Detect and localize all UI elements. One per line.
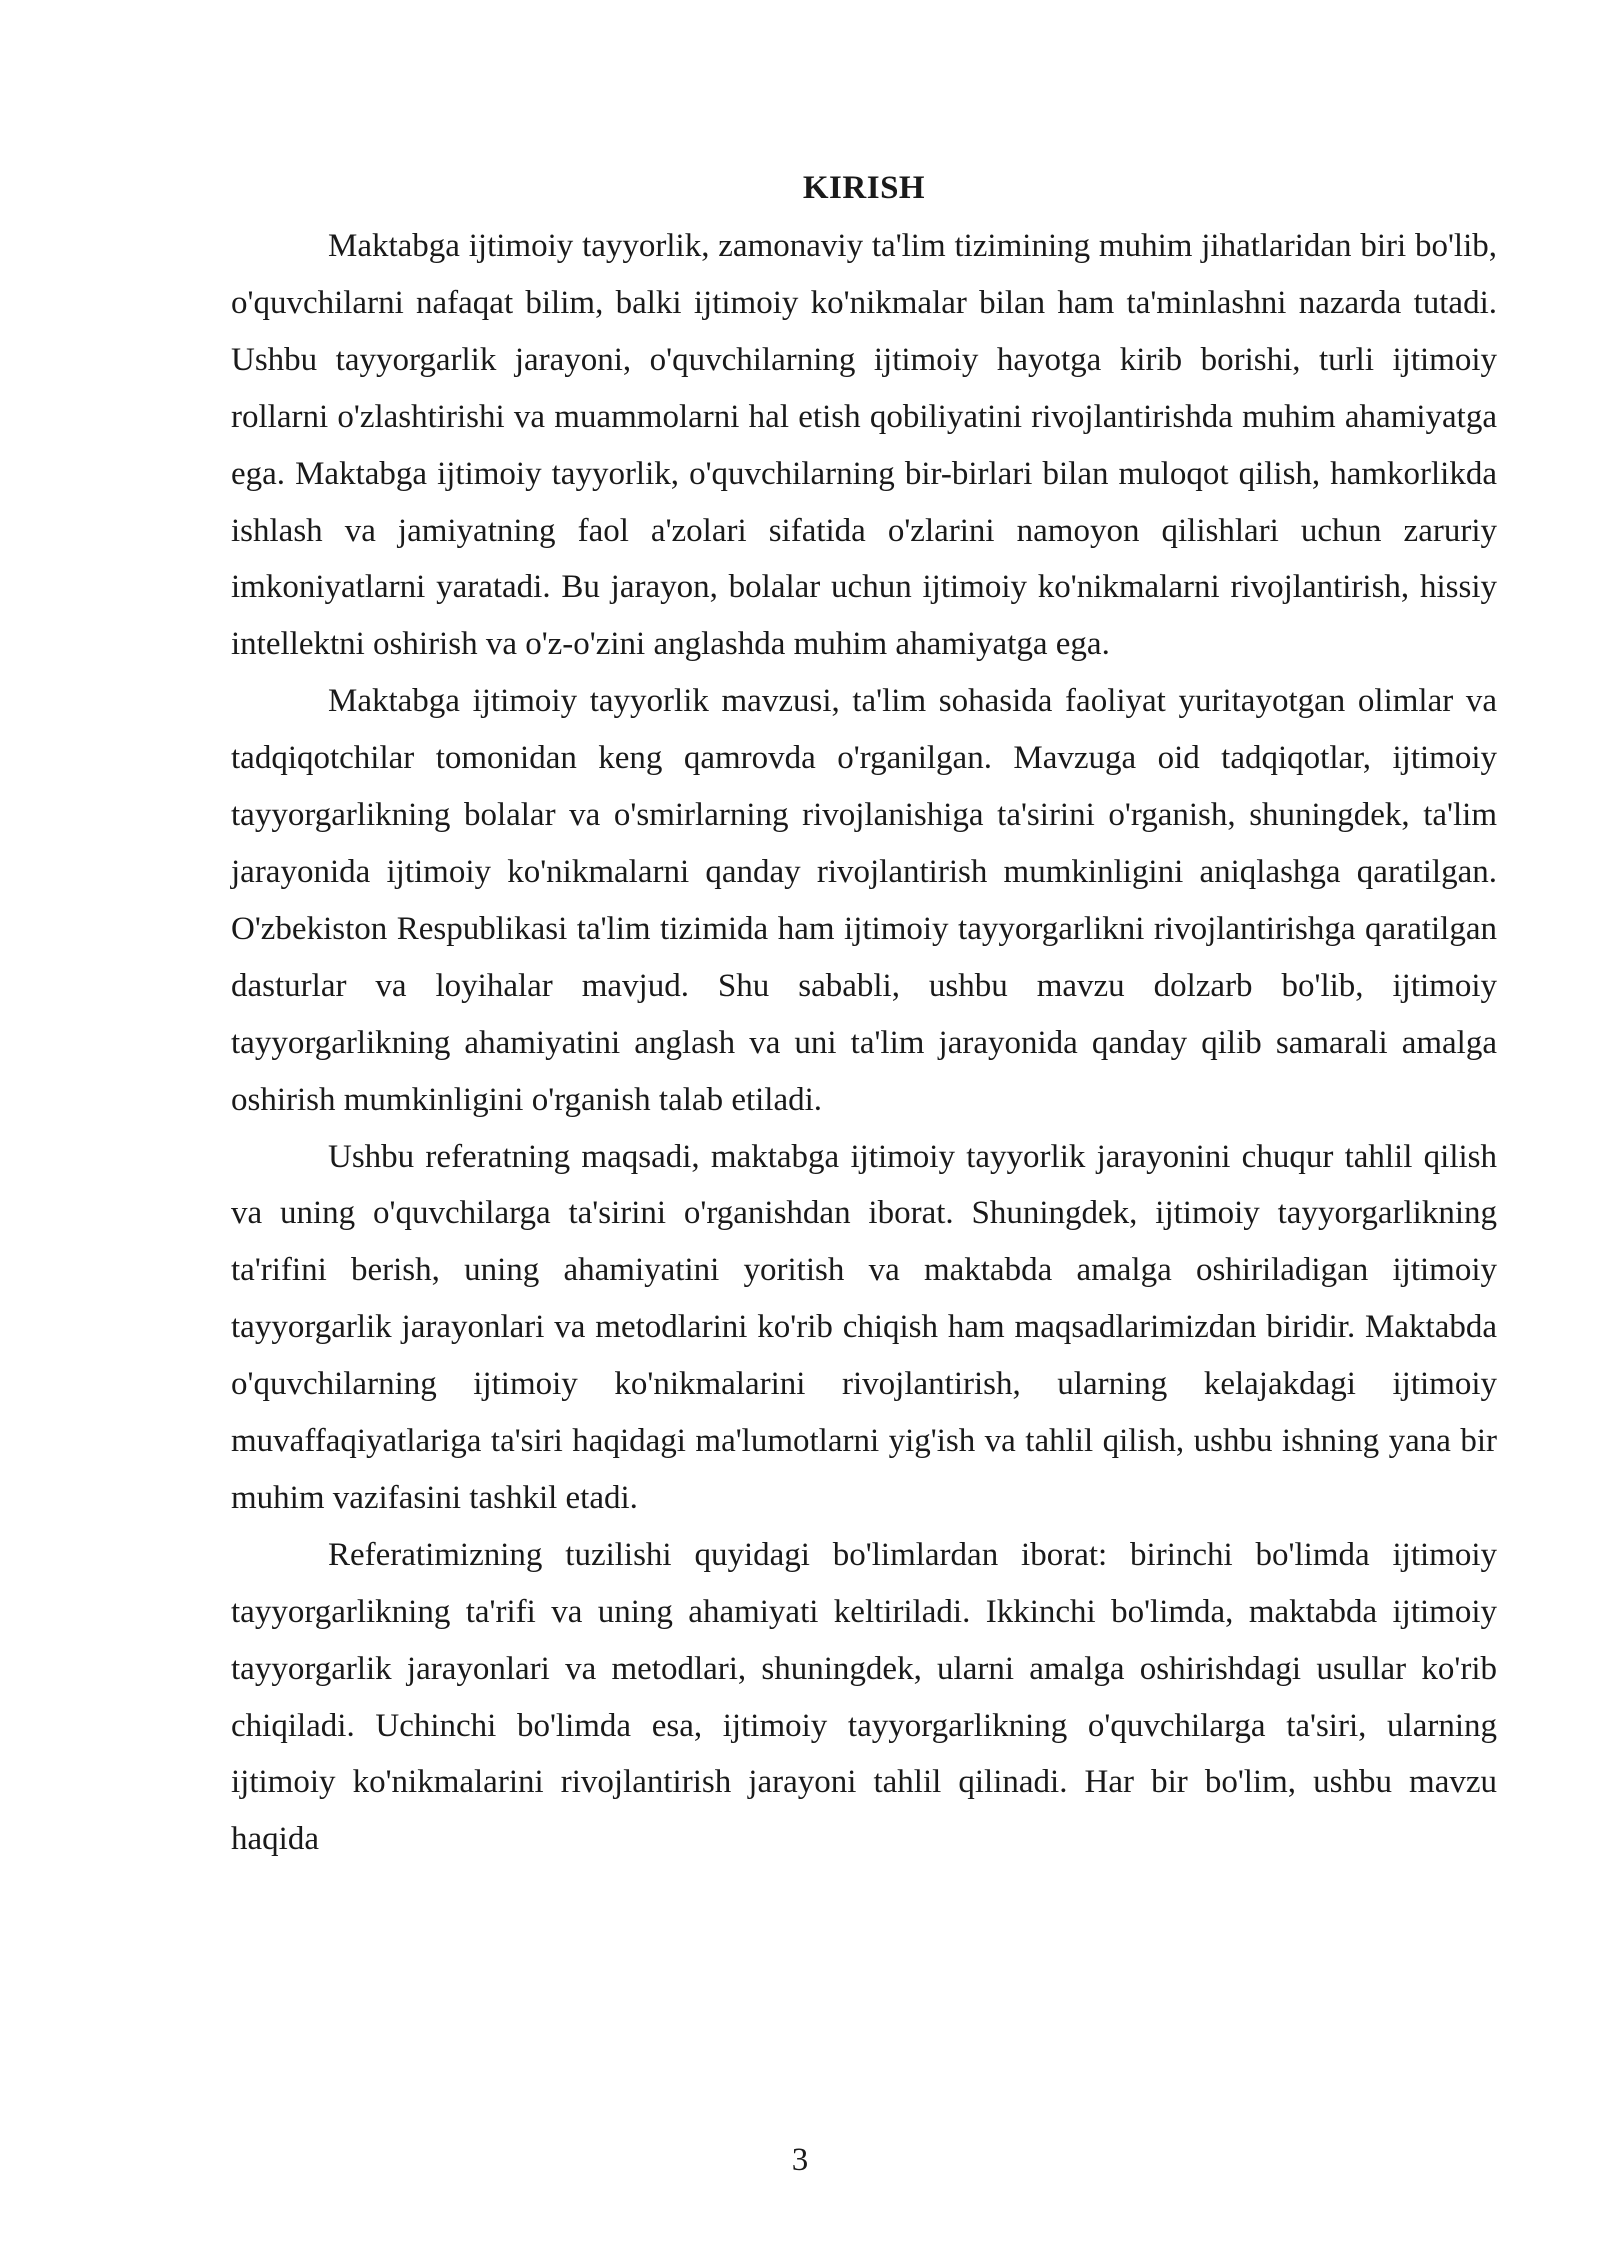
paragraph-1: Maktabga ijtimoiy tayyorlik, zamonaviy ta'lim tizimining muhim jihatlaridan biri bo'lib, o'quvchilarni nafaqat bilim, balki ijtimoiy ko'nikmalar bilan ham ta'minlashni nazarda tutadi. Ushbu tayyorgarlik jarayoni, o'quvchilarning ijtimoiy hayotga kirib borishi, turli ijtimoiy rollarni o'zlashtirishi va muammolarni hal etish qobiliyatini rivojlantirishda muhim ahamiyatga ega. Maktabga ijtimoiy tayyorlik, o'quvchilarning bir-birlari bilan muloqot qilish, hamkorlikda ishlash va jamiyatning faol a'zolari sifatida o'zlarini namoyon qilishlari uchun zaruriy imkoniyatlarni yaratadi. Bu jarayon, bolalar uchun ijtimoiy ko'nikmalarni rivojlantirish, hissiy intellektni oshirish va o'z-o'zini anglashda muhim ahamiyatga ega. xyxy=(231,228,1497,663)
page-number: 3 xyxy=(791,2142,809,2178)
paragraph-3: Ushbu referatning maqsadi, maktabga ijtimoiy tayyorlik jarayonini chuqur tahlil qilish va uning o'quvchilarga ta'sirini o'rganishdan iborat. Shuningdek, ijtimoiy tayyorgarlikning ta'rifini berish, uning ahamiyatini yoritish va maktabda amalga oshiriladigan ijtimoiy tayyorgarlik jarayonlari va metodlarini ko'rib chiqish ham maqsadlarimizdan biridir. Maktabda o'quvchilarning ijtimoiy ko'nikmalarini rivojlantirish, ularning kelajakdagi ijtimoiy muvaffaqiyatlariga ta'siri haqidagi ma'lumotlarni yig'ish va tahlil qilish, ushbu ishning yana bir muhim vazifasini tashkil etadi. xyxy=(231,1138,1497,1516)
page-content xyxy=(231,160,1497,1868)
paragraph-4: Referatimizning tuzilishi quyidagi bo'limlardan iborat: birinchi bo'limda ijtimoiy tayyorgarlikning ta'rifi va uning ahamiyati keltiriladi. Ikkinchi bo'limda, maktabda ijtimoiy tayyorgarlik jarayonlari va metodlari, shuningdek, ularni amalga oshirishdagi usullar ko'rib chiqiladi. Uchinchi bo'limda esa, ijtimoiy tayyorgarlikning o'quvchilarga ta'siri, ularning ijtimoiy ko'nikmalarini rivojlantirish jarayoni tahlil qilinadi. Har bir bo'lim, ushbu mavzu haqida xyxy=(231,1536,1497,1858)
paragraph-2: Maktabga ijtimoiy tayyorlik mavzusi, ta'lim sohasida faoliyat yuritayotgan olimlar va tadqiqotchilar tomonidan keng qamrovda o'rganilgan. Mavzuga oid tadqiqotlar, ijtimoiy tayyorgarlikning bolalar va o'smirlarning rivojlanishiga ta'sirini o'rganish, shuningdek, ta'lim jarayonida ijtimoiy ko'nikmalarni qanday rivojlantirish mumkinligini aniqlashga qaratilgan. O'zbekiston Respublikasi ta'lim tizimida ham ijtimoiy tayyorgarlikni rivojlantirishga qaratilgan dasturlar va loyihalar mavjud. Shu sababli, ushbu mavzu dolzarb bo'lib, ijtimoiy tayyorgarlikning ahamiyatini anglash va uni ta'lim jarayonida qanday qilib samarali amalga oshirish mumkinligini o'rganish talab etiladi. xyxy=(231,683,1497,1118)
page-title: KIRISH xyxy=(802,170,926,206)
